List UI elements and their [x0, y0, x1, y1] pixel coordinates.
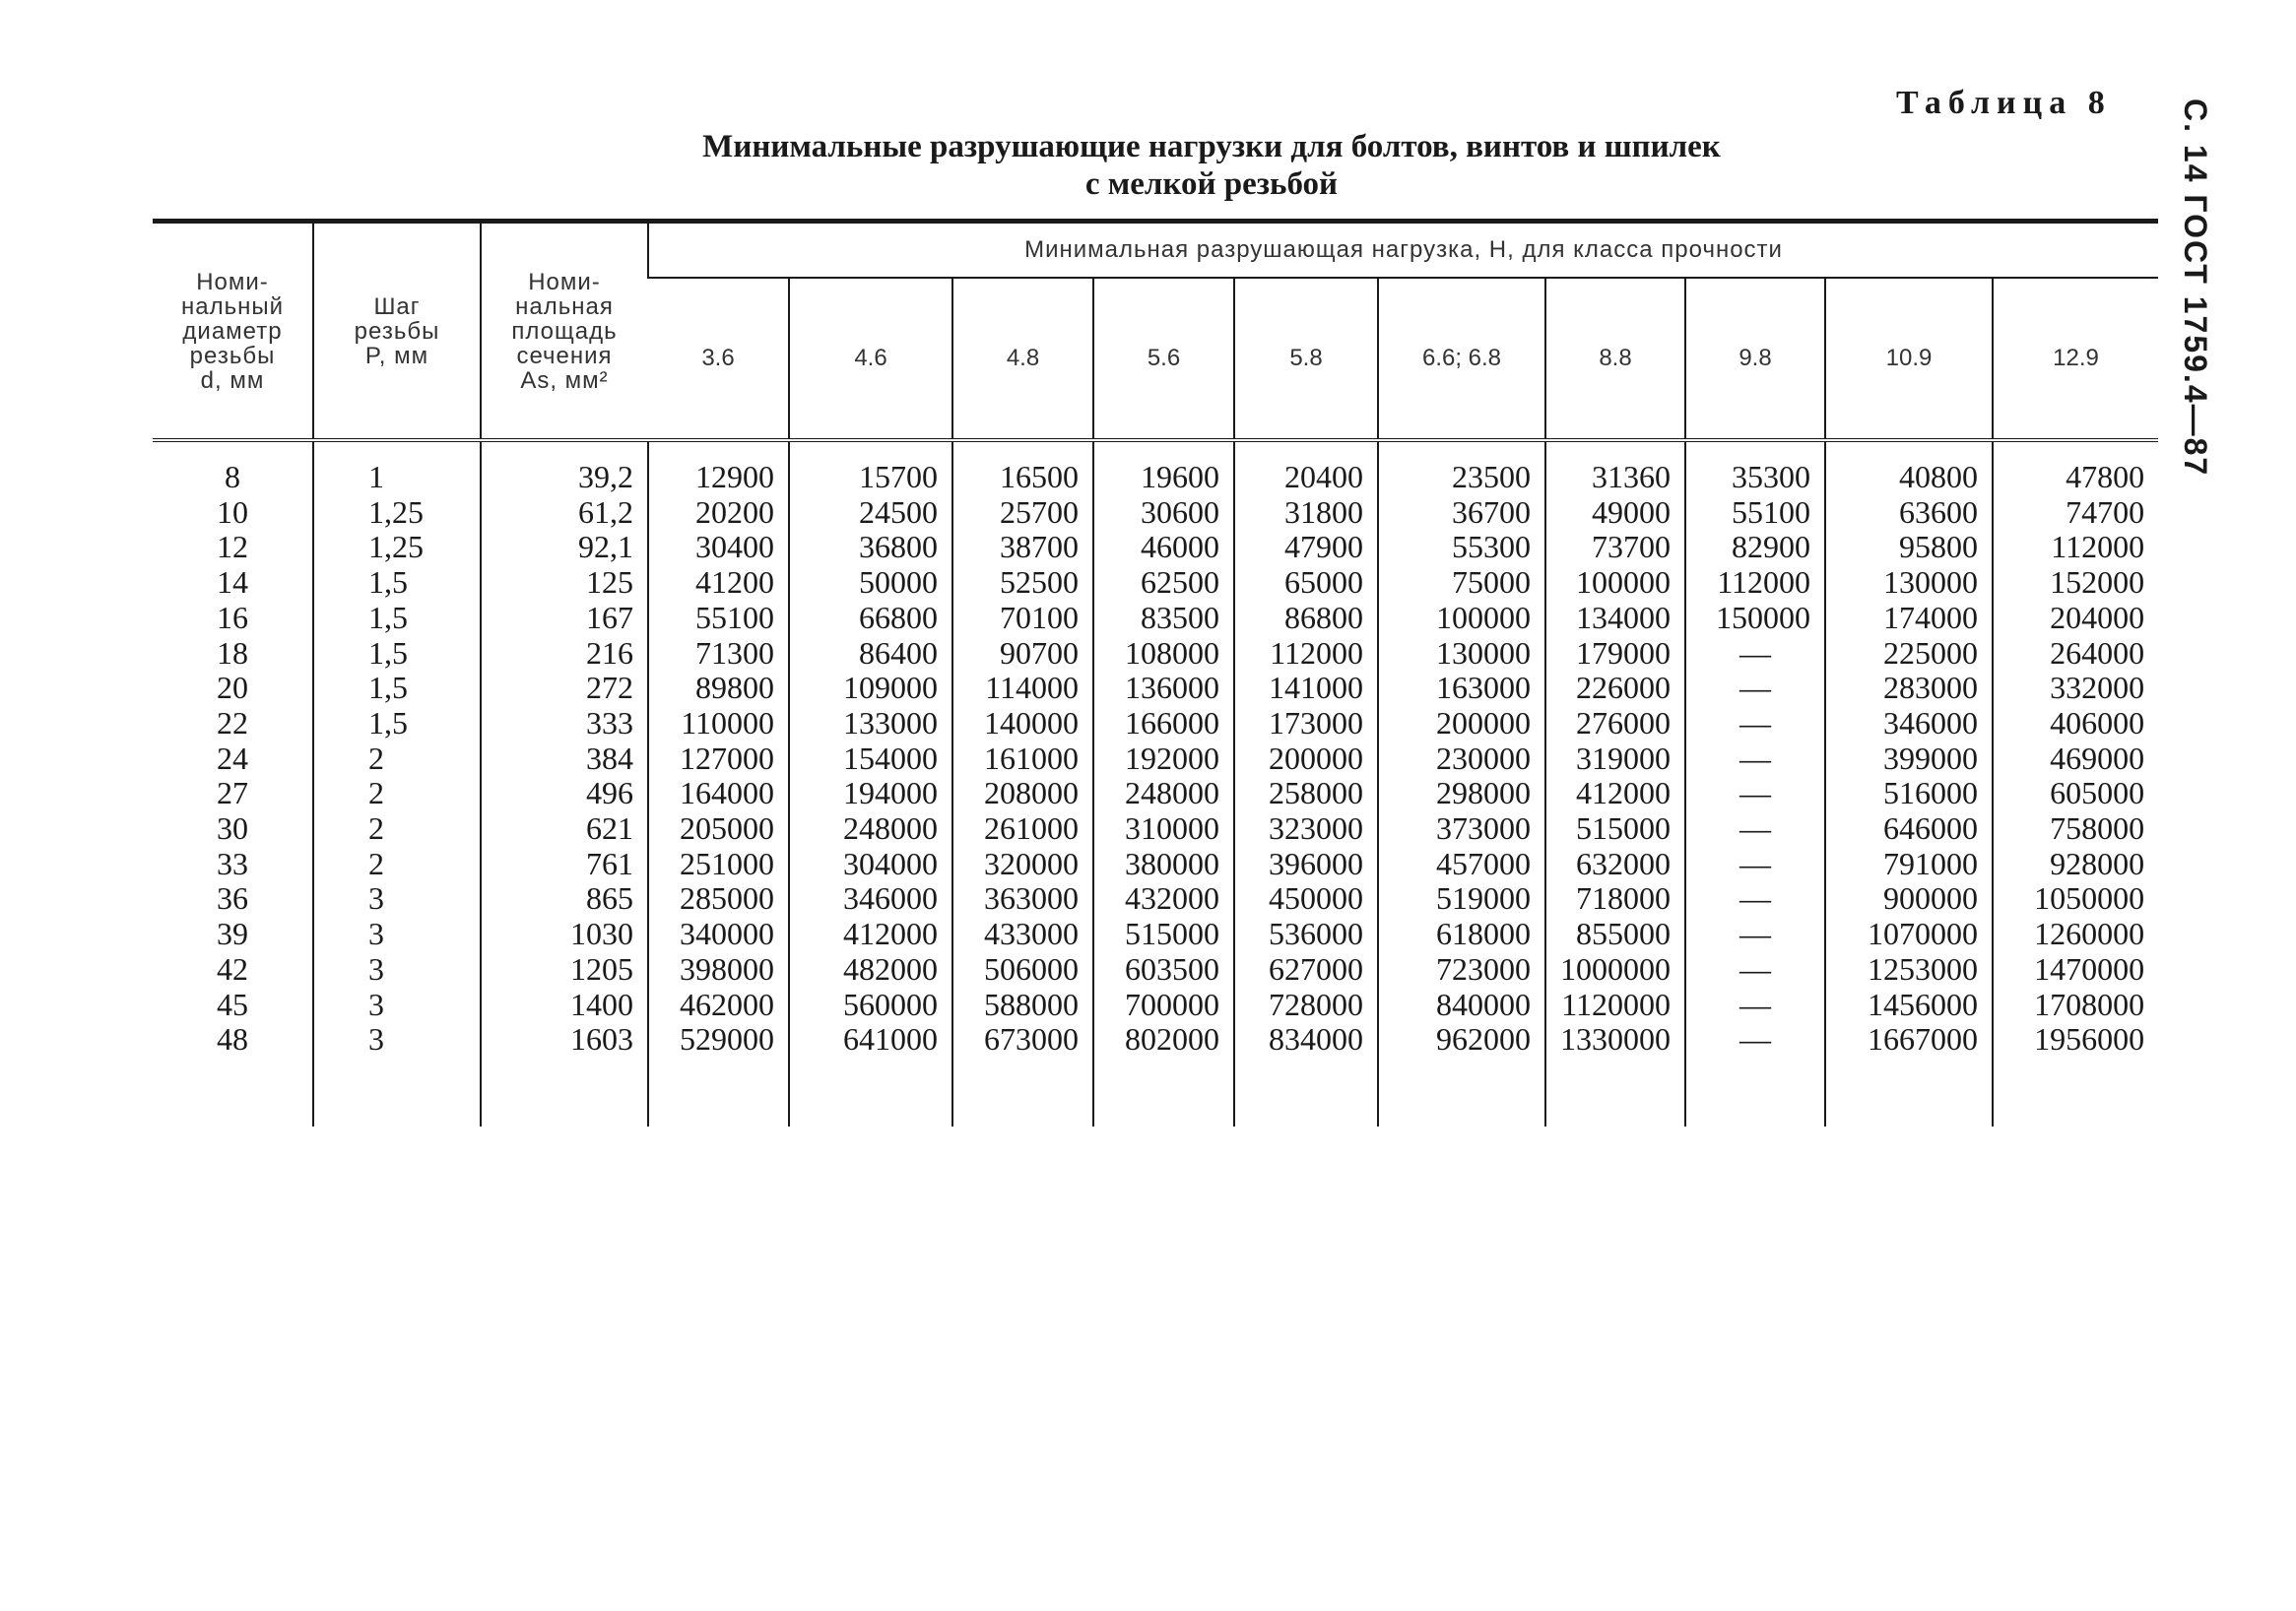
- table-cell: 632000: [1545, 847, 1685, 882]
- table-cell: 179000: [1545, 636, 1685, 672]
- table-cell: 173000: [1234, 706, 1378, 741]
- header-class-6-6-6-8: 6.6; 6.8: [1378, 278, 1545, 440]
- table-cell: 2: [313, 811, 481, 847]
- empty-cell: [648, 1058, 789, 1127]
- table-cell: 519000: [1378, 881, 1545, 917]
- table-filler-row: [153, 1058, 2158, 1127]
- header-thread-pitch: Шаг резьбы P, мм: [313, 222, 481, 441]
- table-cell: 1,5: [313, 565, 481, 601]
- table-cell: 230000: [1378, 741, 1545, 777]
- empty-cell: [1685, 1058, 1825, 1127]
- table-cell: 380000: [1093, 847, 1234, 882]
- table-cell: —: [1685, 811, 1825, 847]
- table-cell: 25700: [952, 495, 1093, 531]
- table-cell: 840000: [1378, 988, 1545, 1023]
- table-cell: 36800: [789, 530, 952, 565]
- table-row: [153, 530, 2158, 565]
- table-cell: 1708000: [1993, 988, 2158, 1023]
- table-cell: 55100: [648, 601, 789, 636]
- header-section-area: Номи- нальная площадь сечения As, мм²: [481, 222, 648, 441]
- table-cell: 100000: [1545, 565, 1685, 601]
- table-cell: 1: [313, 460, 481, 495]
- table-cell: 20200: [648, 495, 789, 531]
- table-cell: 3: [313, 917, 481, 952]
- table-cell: 718000: [1545, 881, 1685, 917]
- table-cell: 40800: [1825, 460, 1993, 495]
- table-cell: 618000: [1378, 917, 1545, 952]
- header-class-5-8: 5.8: [1234, 278, 1378, 440]
- empty-cell: [1234, 1058, 1378, 1127]
- table-cell: 86800: [1234, 601, 1378, 636]
- table-cell: 673000: [952, 1022, 1093, 1058]
- table-cell: 163000: [1378, 671, 1545, 706]
- empty-cell: [789, 1058, 952, 1127]
- table-cell: 482000: [789, 952, 952, 988]
- table-cell: 61,2: [481, 495, 648, 531]
- table-cell: 14: [217, 564, 248, 601]
- table-cell: 39: [217, 916, 248, 952]
- page-standard-label: С. 14 ГОСТ 1759.4—87: [2178, 98, 2213, 478]
- table-cell: 398000: [648, 952, 789, 988]
- table-cell: 49000: [1545, 495, 1685, 531]
- table-cell: 1253000: [1825, 952, 1993, 988]
- table-cell: 134000: [1545, 601, 1685, 636]
- table-row: [153, 741, 2158, 777]
- table-cell: 384: [481, 741, 648, 777]
- table-cell: 38700: [952, 530, 1093, 565]
- table-cell: 1,5: [313, 706, 481, 741]
- table-cell: 536000: [1234, 917, 1378, 952]
- table-cell: —: [1685, 881, 1825, 917]
- header-class-4-6: 4.6: [789, 278, 952, 440]
- table-cell: 154000: [789, 741, 952, 777]
- table-cell: 1050000: [1993, 881, 2158, 917]
- table-cell: 47800: [1993, 460, 2158, 495]
- table-cell: 52500: [952, 565, 1093, 601]
- table-cell: 112000: [1685, 565, 1825, 601]
- table-cell: 761: [481, 847, 648, 882]
- table-cell: 82900: [1685, 530, 1825, 565]
- table-cell: 95800: [1825, 530, 1993, 565]
- table-cell: 112000: [1234, 636, 1378, 672]
- table-cell: 23500: [1378, 460, 1545, 495]
- table-cell: 332000: [1993, 671, 2158, 706]
- table-cell: 1400: [481, 988, 648, 1023]
- table-cell: 605000: [1993, 776, 2158, 811]
- table-cell: 141000: [1234, 671, 1378, 706]
- table-cell: 2: [313, 847, 481, 882]
- table-cell: 63600: [1825, 495, 1993, 531]
- header-class-5-6: 5.6: [1093, 278, 1234, 440]
- table-cell: 728000: [1234, 988, 1378, 1023]
- table-cell: 30600: [1093, 495, 1234, 531]
- table-cell: 48: [217, 1021, 248, 1058]
- table-cell: 192000: [1093, 741, 1234, 777]
- table-cell: 834000: [1234, 1022, 1378, 1058]
- table-row: [153, 1022, 2158, 1058]
- table-cell: 928000: [1993, 847, 2158, 882]
- table-cell: 433000: [952, 917, 1093, 952]
- table-cell: 276000: [1545, 706, 1685, 741]
- table-cell: 41200: [648, 565, 789, 601]
- empty-cell: [481, 1058, 648, 1127]
- table-cell: 127000: [648, 741, 789, 777]
- table-cell: 3: [313, 988, 481, 1023]
- table-body: [153, 440, 2158, 1127]
- table-cell: 855000: [1545, 917, 1685, 952]
- table-cell: 251000: [648, 847, 789, 882]
- table-cell: 1120000: [1545, 988, 1685, 1023]
- header-class-10-9: 10.9: [1825, 278, 1993, 440]
- header-class-4-8: 4.8: [952, 278, 1093, 440]
- empty-cell: [1378, 1058, 1545, 1127]
- table-cell: 19600: [1093, 460, 1234, 495]
- table-cell: 73700: [1545, 530, 1685, 565]
- table-cell: 12: [217, 529, 248, 565]
- table-cell: 150000: [1685, 601, 1825, 636]
- table-cell: 1,5: [313, 601, 481, 636]
- table-cell: 320000: [952, 847, 1093, 882]
- table-cell: 130000: [1378, 636, 1545, 672]
- table-cell: —: [1685, 776, 1825, 811]
- table-cell: 457000: [1378, 847, 1545, 882]
- table-cell: 100000: [1378, 601, 1545, 636]
- table-cell: 588000: [952, 988, 1093, 1023]
- empty-cell: [952, 1058, 1093, 1127]
- table-cell: 462000: [648, 988, 789, 1023]
- table-cell: 30: [217, 810, 248, 847]
- table-cell: —: [1685, 952, 1825, 988]
- table-cell: 723000: [1378, 952, 1545, 988]
- table-cell: 304000: [789, 847, 952, 882]
- table-cell: 35300: [1685, 460, 1825, 495]
- table-cell: 1470000: [1993, 952, 2158, 988]
- table-row: [153, 847, 2158, 882]
- header-strength-class-group: Минимальная разрушающая нагрузка, Н, для класса прочности: [648, 222, 2158, 279]
- empty-cell: [313, 1058, 481, 1127]
- table-cell: 283000: [1825, 671, 1993, 706]
- table-cell: —: [1685, 706, 1825, 741]
- table-row: [153, 917, 2158, 952]
- table-row: [153, 460, 2158, 495]
- table-cell: 1,5: [313, 636, 481, 672]
- table-cell: 125: [481, 565, 648, 601]
- empty-cell: [1545, 1058, 1685, 1127]
- table-cell: 516000: [1825, 776, 1993, 811]
- table-cell: 396000: [1234, 847, 1378, 882]
- table-cell: 205000: [648, 811, 789, 847]
- table-cell: 216: [481, 636, 648, 672]
- table-cell: 346000: [789, 881, 952, 917]
- empty-cell: [1825, 1058, 1993, 1127]
- table-cell: 167: [481, 601, 648, 636]
- table-cell: 1,25: [313, 530, 481, 565]
- table-cell: 450000: [1234, 881, 1378, 917]
- header-class-3-6: 3.6: [701, 345, 735, 371]
- table-cell: —: [1685, 636, 1825, 672]
- table-cell: 109000: [789, 671, 952, 706]
- table-cell: 50000: [789, 565, 952, 601]
- table-cell: 133000: [789, 706, 952, 741]
- table-cell: 42: [217, 950, 248, 987]
- table-row: [153, 952, 2158, 988]
- table-cell: 373000: [1378, 811, 1545, 847]
- header-nominal-diameter: Номи- нальный диаметр резьбы d, мм: [153, 222, 313, 441]
- table-cell: 285000: [648, 881, 789, 917]
- table-cell: 31800: [1234, 495, 1378, 531]
- table-cell: 225000: [1825, 636, 1993, 672]
- table-cell: 2: [313, 741, 481, 777]
- table-cell: 90700: [952, 636, 1093, 672]
- table-cell: 226000: [1545, 671, 1685, 706]
- table-cell: 114000: [952, 671, 1093, 706]
- table-cell: 641000: [789, 1022, 952, 1058]
- table-cell: 515000: [1545, 811, 1685, 847]
- table-cell: 75000: [1378, 565, 1545, 601]
- header-separator-row: [153, 440, 2158, 460]
- table-cell: 264000: [1993, 636, 2158, 672]
- table-cell: 66800: [789, 601, 952, 636]
- table-cell: 603500: [1093, 952, 1234, 988]
- table-cell: 432000: [1093, 881, 1234, 917]
- table-cell: 140000: [952, 706, 1093, 741]
- table-cell: 1456000: [1825, 988, 1993, 1023]
- table-cell: 1956000: [1993, 1022, 2158, 1058]
- table-row: [153, 988, 2158, 1023]
- table-row: [153, 811, 2158, 847]
- table-cell: 33: [217, 845, 248, 881]
- table-cell: 194000: [789, 776, 952, 811]
- table-cell: 83500: [1093, 601, 1234, 636]
- table-cell: 36: [217, 880, 248, 917]
- table-cell: 27: [217, 775, 248, 811]
- table-cell: 130000: [1825, 565, 1993, 601]
- table-cell: —: [1685, 671, 1825, 706]
- table-cell: 31360: [1545, 460, 1685, 495]
- table-cell: 24500: [789, 495, 952, 531]
- table-cell: 310000: [1093, 811, 1234, 847]
- header-class-12-9: 12.9: [1993, 278, 2158, 440]
- table-cell: 346000: [1825, 706, 1993, 741]
- table-row: [153, 565, 2158, 601]
- table-cell: 323000: [1234, 811, 1378, 847]
- table-cell: 55300: [1378, 530, 1545, 565]
- table-cell: 39,2: [481, 460, 648, 495]
- table-cell: 1667000: [1825, 1022, 1993, 1058]
- table-cell: 208000: [952, 776, 1093, 811]
- table-cell: 412000: [789, 917, 952, 952]
- table-cell: 161000: [952, 741, 1093, 777]
- table-cell: 65000: [1234, 565, 1378, 601]
- table-cell: 1030: [481, 917, 648, 952]
- table-cell: 248000: [789, 811, 952, 847]
- table-cell: 469000: [1993, 741, 2158, 777]
- table-cell: 12900: [648, 460, 789, 495]
- table-cell: 8: [225, 459, 240, 494]
- table-cell: 261000: [952, 811, 1093, 847]
- table-cell: 62500: [1093, 565, 1234, 601]
- table-cell: 3: [313, 952, 481, 988]
- table-cell: 45: [217, 986, 248, 1022]
- table-cell: 298000: [1378, 776, 1545, 811]
- table-cell: 340000: [648, 917, 789, 952]
- table-cell: 412000: [1545, 776, 1685, 811]
- table-cell: 152000: [1993, 565, 2158, 601]
- table-cell: 200000: [1378, 706, 1545, 741]
- table-cell: 112000: [1993, 530, 2158, 565]
- table-number: Таблица 8: [1896, 85, 2112, 121]
- table-title: [552, 128, 1871, 203]
- header-class-9-8: 9.8: [1685, 278, 1825, 440]
- table-cell: —: [1685, 988, 1825, 1023]
- table-cell: 319000: [1545, 741, 1685, 777]
- table-row: [153, 881, 2158, 917]
- table-cell: 560000: [789, 988, 952, 1023]
- table-cell: 1330000: [1545, 1022, 1685, 1058]
- table-cell: 900000: [1825, 881, 1993, 917]
- table-cell: 174000: [1825, 601, 1993, 636]
- table-cell: 1,25: [313, 495, 481, 531]
- table-cell: 164000: [648, 776, 789, 811]
- table-cell: 110000: [648, 706, 789, 741]
- table-cell: 108000: [1093, 636, 1234, 672]
- table-cell: —: [1685, 917, 1825, 952]
- table-cell: 248000: [1093, 776, 1234, 811]
- table-cell: 506000: [952, 952, 1093, 988]
- table-cell: 758000: [1993, 811, 2158, 847]
- table-cell: —: [1685, 1022, 1825, 1058]
- table-cell: 1260000: [1993, 917, 2158, 952]
- table-cell: 1603: [481, 1022, 648, 1058]
- table-cell: 89800: [648, 671, 789, 706]
- table-cell: 18: [217, 634, 248, 671]
- table-cell: 627000: [1234, 952, 1378, 988]
- table-cell: 166000: [1093, 706, 1234, 741]
- table-cell: 700000: [1093, 988, 1234, 1023]
- table-cell: 791000: [1825, 847, 1993, 882]
- table-cell: 646000: [1825, 811, 1993, 847]
- breaking-load-table: [153, 219, 2158, 1127]
- table-cell: 20400: [1234, 460, 1378, 495]
- table-cell: 30400: [648, 530, 789, 565]
- table-cell: 529000: [648, 1022, 789, 1058]
- table-cell: 399000: [1825, 741, 1993, 777]
- table-cell: 15700: [789, 460, 952, 495]
- table-row: [153, 706, 2158, 741]
- table-cell: 92,1: [481, 530, 648, 565]
- table-cell: —: [1685, 847, 1825, 882]
- table-row: [153, 601, 2158, 636]
- load-table-container: [153, 219, 2158, 1127]
- table-cell: 802000: [1093, 1022, 1234, 1058]
- table-title-line-2: с мелкой резьбой: [1084, 166, 1339, 202]
- table-title-line-1: Минимальные разрушающие нагрузки для болтов, винтов и шпилек: [702, 129, 1721, 164]
- table-row: [153, 671, 2158, 706]
- table-cell: 46000: [1093, 530, 1234, 565]
- table-cell: 496: [481, 776, 648, 811]
- table-row: [153, 495, 2158, 531]
- table-cell: 333: [481, 706, 648, 741]
- table-cell: 406000: [1993, 706, 2158, 741]
- table-cell: 86400: [789, 636, 952, 672]
- table-cell: 3: [313, 1022, 481, 1058]
- table-cell: 16: [217, 599, 248, 635]
- header-class-8-8: 8.8: [1545, 278, 1685, 440]
- table-cell: 204000: [1993, 601, 2158, 636]
- table-cell: 36700: [1378, 495, 1545, 531]
- empty-cell: [1093, 1058, 1234, 1127]
- table-cell: 74700: [1993, 495, 2158, 531]
- table-cell: 2: [313, 776, 481, 811]
- table-cell: 1000000: [1545, 952, 1685, 988]
- table-cell: 258000: [1234, 776, 1378, 811]
- table-cell: —: [1685, 741, 1825, 777]
- table-cell: 621: [481, 811, 648, 847]
- table-cell: 136000: [1093, 671, 1234, 706]
- table-row: [153, 776, 2158, 811]
- table-cell: 1070000: [1825, 917, 1993, 952]
- table-cell: 24: [217, 740, 248, 776]
- table-cell: 865: [481, 881, 648, 917]
- table-cell: 22: [217, 704, 248, 741]
- empty-cell: [1993, 1058, 2158, 1127]
- table-cell: 272: [481, 671, 648, 706]
- table-cell: 10: [217, 493, 248, 530]
- table-cell: 20: [217, 670, 248, 706]
- table-cell: 71300: [648, 636, 789, 672]
- table-cell: 70100: [952, 601, 1093, 636]
- table-cell: 363000: [952, 881, 1093, 917]
- table-cell: 200000: [1234, 741, 1378, 777]
- table-cell: 55100: [1685, 495, 1825, 531]
- empty-cell: [153, 1058, 313, 1127]
- table-row: [153, 636, 2158, 672]
- table-cell: 3: [313, 881, 481, 917]
- table-cell: 47900: [1234, 530, 1378, 565]
- table-cell: 962000: [1378, 1022, 1545, 1058]
- table-cell: 16500: [952, 460, 1093, 495]
- table-cell: 1,5: [313, 671, 481, 706]
- table-cell: 1205: [481, 952, 648, 988]
- table-cell: 515000: [1093, 917, 1234, 952]
